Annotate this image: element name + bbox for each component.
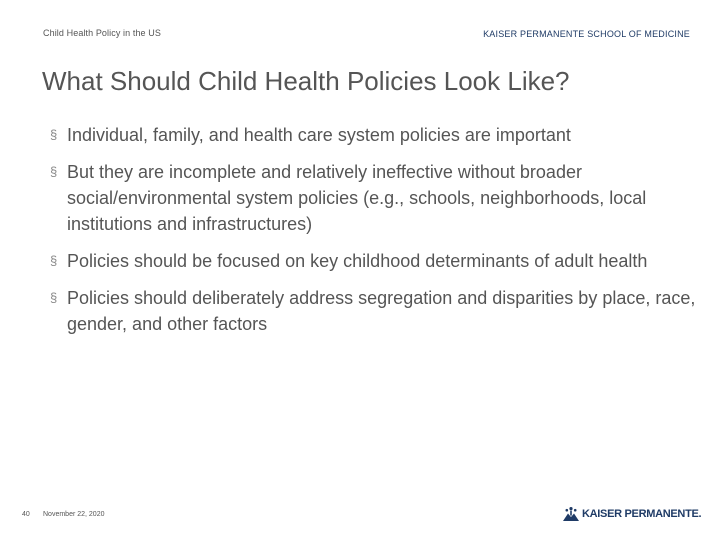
bullet-text: Policies should be focused on key childhood determinants of adult health xyxy=(67,251,648,271)
bullet-text: Individual, family, and health care system policies are important xyxy=(67,125,571,145)
bullet-item xyxy=(50,122,700,148)
bullet-item xyxy=(50,285,700,337)
logo-text: KAISER PERMANENTE. xyxy=(582,508,702,520)
school-header-brand: KAISER PERMANENTE xyxy=(483,29,585,39)
bullet-list xyxy=(50,122,700,348)
bullet-marker: § xyxy=(50,164,58,179)
school-header-school: SCHOOL OF MEDICINE xyxy=(587,29,690,39)
page-number: 40 xyxy=(22,511,30,518)
footer-date: November 22, 2020 xyxy=(43,511,105,518)
kaiser-permanente-logo-icon xyxy=(562,506,580,522)
bullet-marker: § xyxy=(50,290,58,305)
presentation-topic: Child Health Policy in the US xyxy=(43,28,161,38)
bullet-marker: § xyxy=(50,253,58,268)
bullet-item xyxy=(50,248,700,274)
bullet-marker: § xyxy=(50,127,58,142)
bullet-item xyxy=(50,159,700,237)
kaiser-permanente-logo xyxy=(562,505,701,523)
bullet-text: But they are incomplete and relatively ineffective without broader social/environmental system policies (e.g., schools, neighborhoods, local institutions and infrastructures) xyxy=(67,162,647,234)
school-header xyxy=(483,29,690,39)
slide-title: What Should Child Health Policies Look Like? xyxy=(42,66,570,96)
bullet-text: Policies should deliberately address segregation and disparities by place, race, gender, and other factors xyxy=(67,288,696,334)
